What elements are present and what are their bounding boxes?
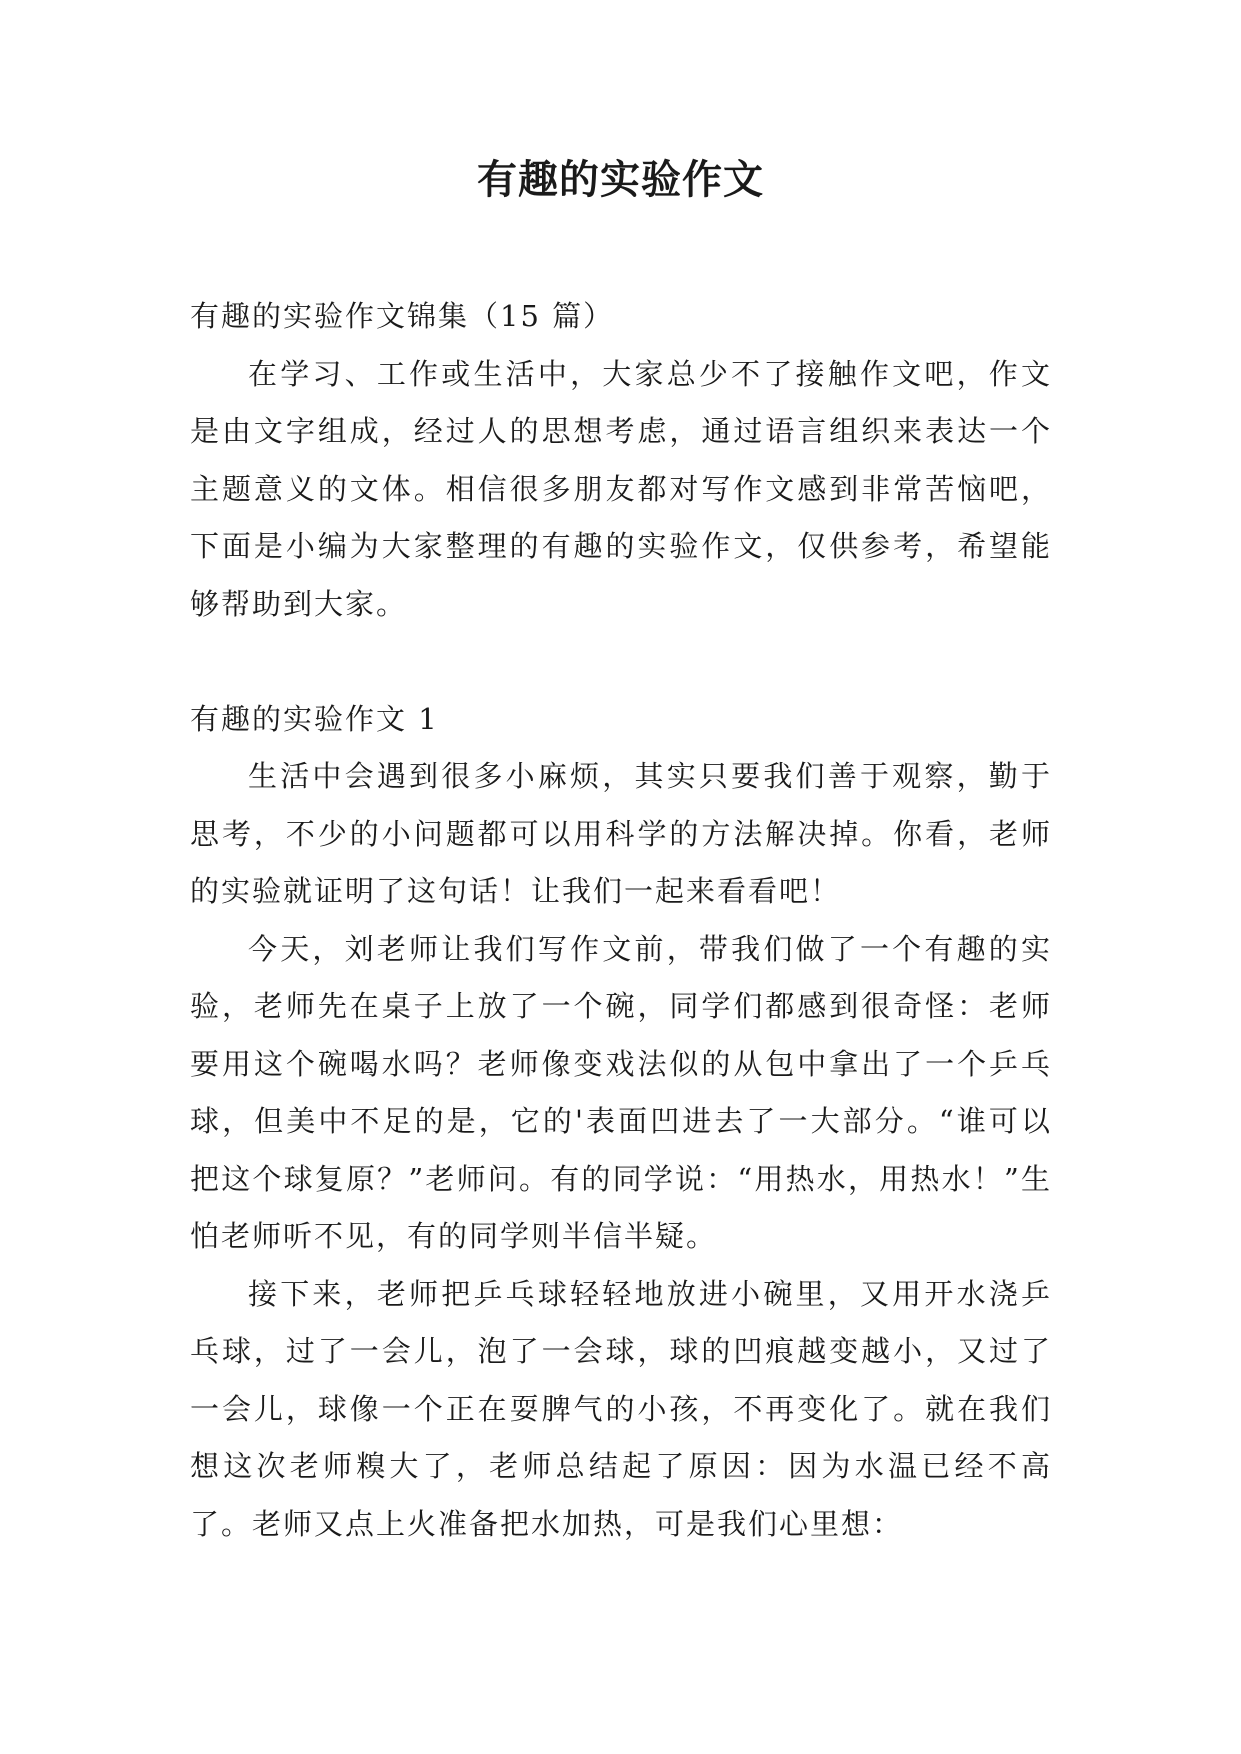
intro-paragraph: 在学习、工作或生活中，大家总少不了接触作文吧，作文是由文字组成，经过人的思想考虑，通过语言组织来表达一个主题意义的文体。相信很多朋友都对写作文感到非常苦恼吧，下面是小编为大家整理的有趣的实验作文，仅供参考，希望能够帮助到大家。	[190, 356, 1052, 621]
collection-title: 有趣的实验作文锦集（15 篇）	[190, 299, 615, 333]
body-paragraph: 生活中会遇到很多小麻烦，其实只要我们善于观察，勤于思考，不少的小问题都可以用科学的方法解决掉。你看，老师的实验就证明了这句话！让我们一起来看看吧！	[190, 759, 1052, 908]
section-spacer	[190, 633, 1052, 691]
body-paragraph: 今天，刘老师让我们写作文前，带我们做了一个有趣的实验，老师先在桌子上放了一个碗，同学们都感到很奇怪：老师要用这个碗喝水吗？老师像变戏法似的从包中拿出了一个乒乓球，但美中不足的是，它的'表面凹进去了一大部分。“谁可以把这个球复原？”老师问。有的同学说：“用热水，用热水！”生怕老师听不见，有的同学则半信半疑。	[190, 931, 1052, 1253]
body-paragraph: 接下来，老师把乒乓球轻轻地放进小碗里，又用开水浇乒乓球，过了一会儿，泡了一会球，球的凹痕越变越小，又过了一会儿，球像一个正在耍脾气的小孩，不再变化了。就在我们想这次老师糗大了，老师总结起了原因：因为水温已经不高了。老师又点上火准备把水加热，可是我们心里想：	[190, 1276, 1052, 1541]
section-title: 有趣的实验作文 1	[190, 701, 439, 736]
document-title: 有趣的实验作文	[477, 157, 764, 203]
document-body	[190, 288, 1052, 1553]
